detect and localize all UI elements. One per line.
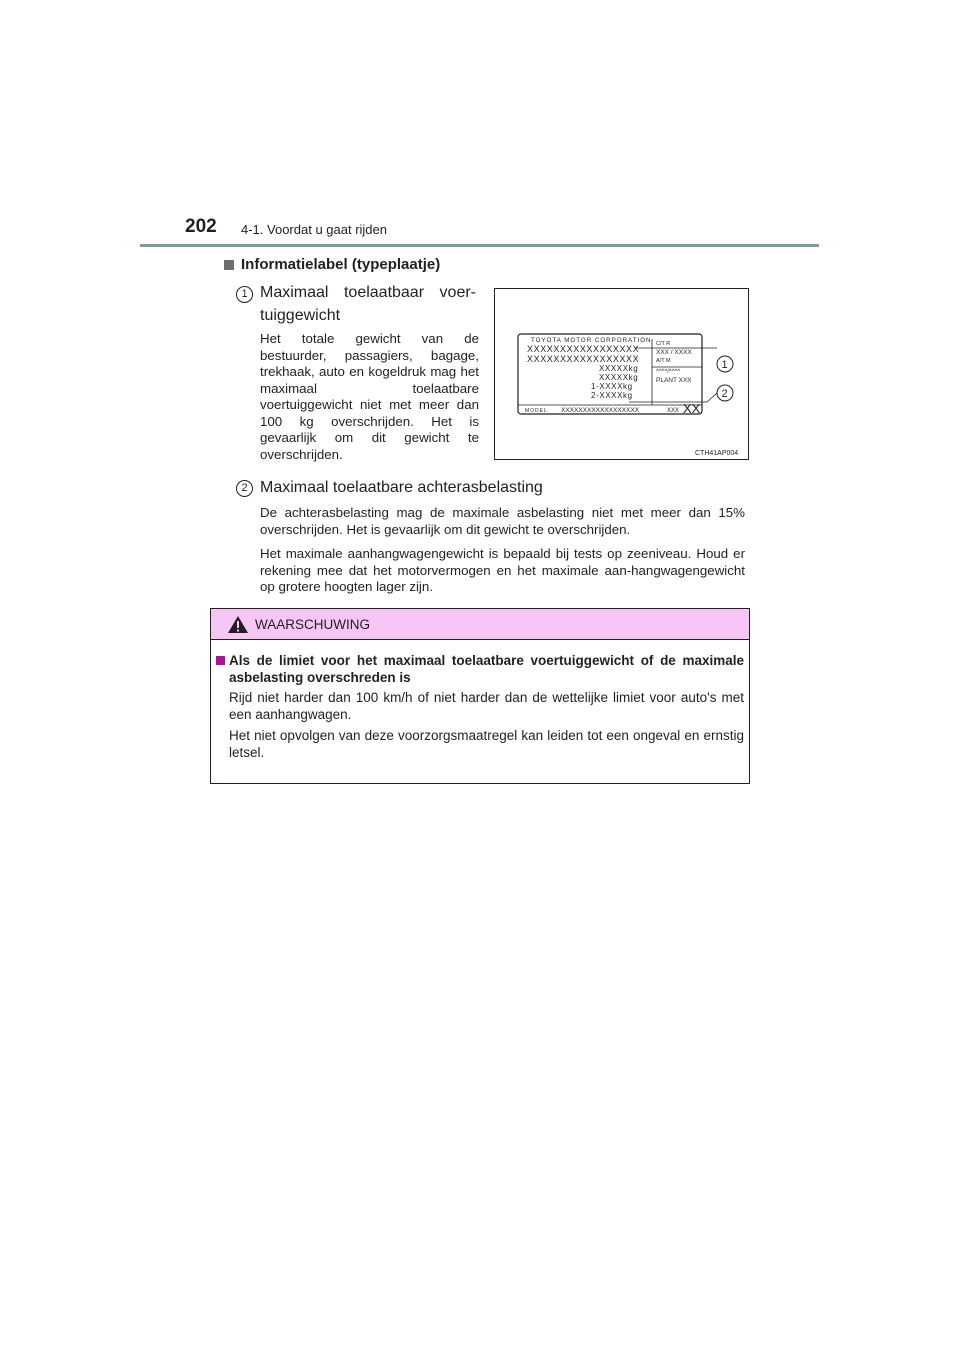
plate-row-4: XXXXXkg — [599, 373, 639, 382]
item-1-title-line2: tuiggewicht — [260, 307, 341, 324]
warning-heading — [216, 652, 744, 686]
warning-box — [210, 608, 750, 784]
plate-right-2: XXX / XXXX — [656, 349, 692, 356]
plate-right-3: A/T M — [656, 358, 671, 364]
callout-1-number: 1 — [721, 359, 728, 371]
section-heading — [224, 256, 440, 273]
figure-caption: CTH41AP004 — [695, 450, 739, 457]
item-2-number-badge: 2 — [236, 480, 253, 497]
plate-model-value: XXXXXXXXXXXXXXXXXX — [561, 407, 640, 414]
plate-row-1: XXXXXXXXXXXXXXXXX — [527, 344, 640, 354]
warning-paragraph-2: Het niet opvolgen van deze voorzorgsmaatregel kan leiden tot een ongeval en ernstig letsel. — [229, 728, 744, 760]
plate-right-4: ^^^^/^^^^ — [656, 369, 681, 375]
plate-model-code: XXX — [667, 408, 680, 414]
warning-header — [211, 609, 749, 640]
plate-right-5: PLANT XXX — [656, 377, 692, 384]
warning-bullet-icon — [216, 656, 225, 665]
warning-title: WAARSCHUWING — [255, 617, 370, 632]
plate-row-5: 1-XXXXkg — [591, 382, 633, 391]
warning-paragraph-1: Rijd niet harder dan 100 km/h of niet harder dan de wettelijke limiet voor auto's met een aanhangwagen. — [229, 690, 744, 722]
type-plate-illustration — [495, 289, 748, 459]
plate-model-label: MODEL — [525, 408, 548, 414]
warning-content — [216, 652, 744, 761]
plate-row-3: XXXXXkg — [599, 364, 639, 373]
section-title: 4-1. Voordat u gaat rijden — [241, 222, 387, 237]
item-1-body: Het totale gewicht van de bestuurder, passagiers, bagage, trekhaak, auto en kogeldruk mag het maximaal toelaatbare voertuiggewicht niet met meer dan 100 kg overschrijden. Het is gevaarlijk om dit gewicht te overschrijden. — [260, 331, 479, 462]
warning-heading-text: Als de limiet voor het maximaal toelaatbare voertuiggewicht of de maximale asbelasting overschreden is — [229, 653, 744, 685]
warning-triangle-icon — [227, 615, 249, 634]
item-1-title-line1: Maximaal toelaatbaar voer- — [260, 284, 476, 301]
page-number: 202 — [185, 216, 217, 237]
item-2-body-2: Het maximale aanhangwagengewicht is bepaald bij tests op zeeniveau. Houd er rekening mee dat het motorvermogen en het maximale aan-hangwagengewicht op grotere hoogten lager zijn. — [260, 546, 745, 594]
plate-right-1: C/T R — [656, 341, 671, 347]
plate-header: TOYOTA MOTOR CORPORATION — [531, 337, 652, 344]
plate-row-6: 2-XXXXkg — [591, 391, 633, 400]
plate-big-code: XX — [683, 401, 701, 416]
plate-row-2: XXXXXXXXXXXXXXXXX — [527, 354, 640, 364]
callout-2-leader — [629, 393, 717, 402]
information-label-figure — [494, 288, 749, 460]
heading-text: Informatielabel (typeplaatje) — [241, 256, 441, 273]
item-2-body-1: De achterasbelasting mag de maximale asbelasting niet met meer dan 15% overschrijden. Het is gevaarlijk om dit gewicht te overschrijden. — [260, 505, 745, 537]
callout-2-number: 2 — [721, 388, 728, 400]
item-2-title: Maximaal toelaatbare achterasbelasting — [260, 479, 543, 496]
item-1-number-badge: 1 — [236, 286, 253, 303]
heading-square-icon — [224, 260, 234, 270]
header-divider — [140, 244, 819, 247]
